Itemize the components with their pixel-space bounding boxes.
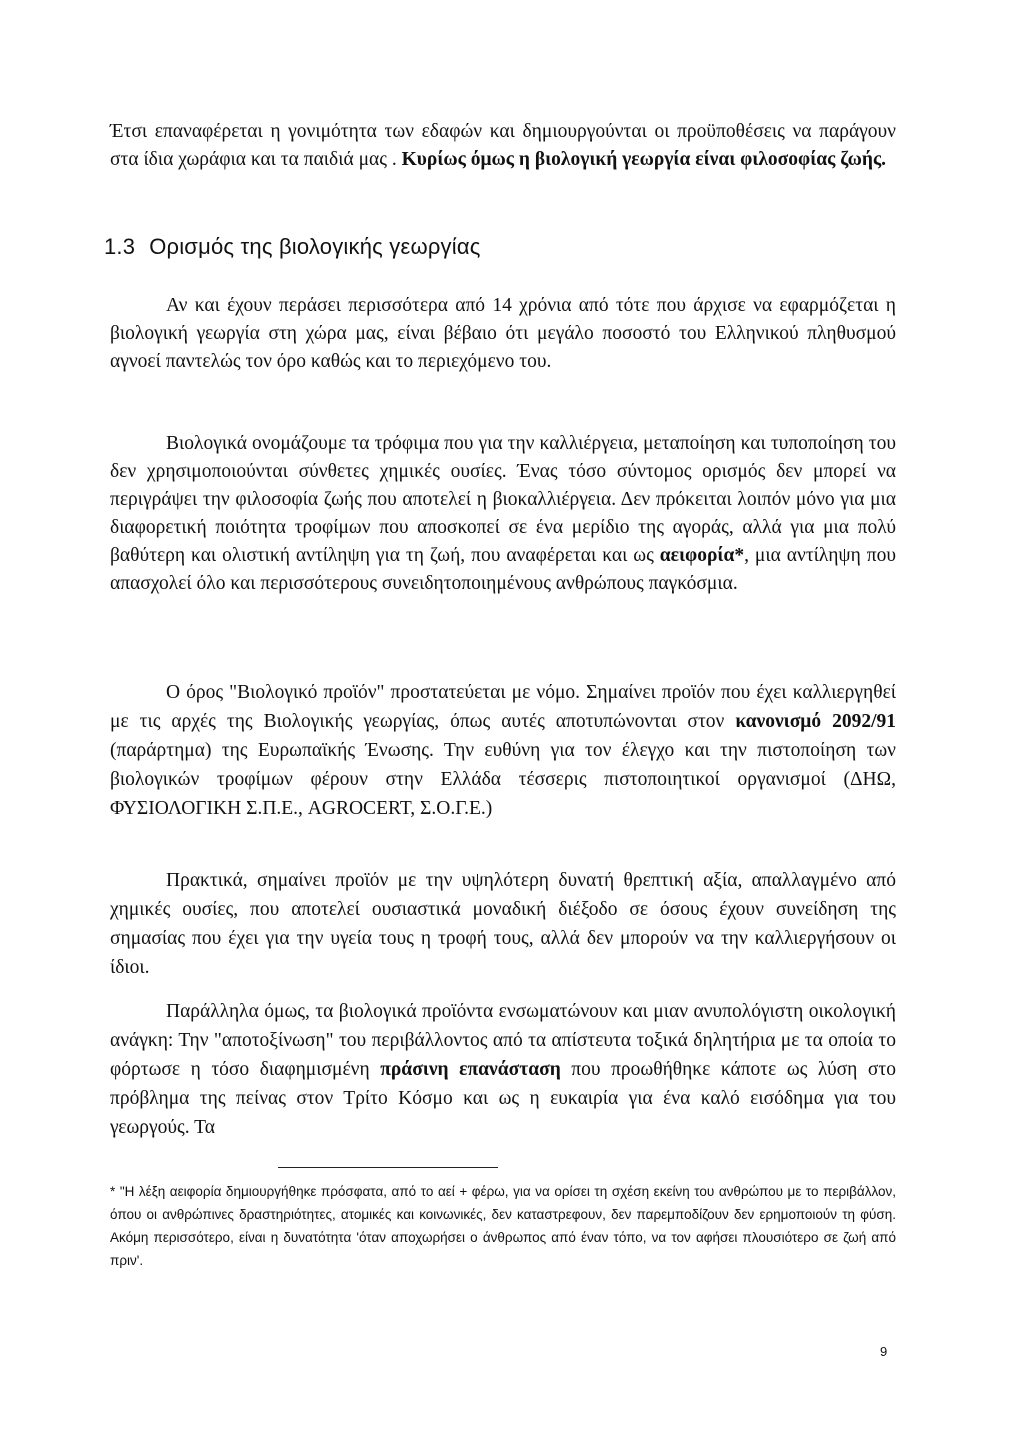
section-number: 1.3 <box>104 234 136 259</box>
aeiforia-term: αειφορία* <box>659 545 745 566</box>
footnote-divider <box>278 1167 498 1168</box>
intro-text: Έτσι επαναφέρεται η γονιμότητα των εδαφών και δημιουργούνται οι προϋποθέσεις να παράγουν στα ίδια χωράφια και τα παιδιά μας . <box>110 121 896 170</box>
intro-paragraph <box>110 118 896 174</box>
paragraph-4: Πρακτικά, σημαίνει προϊόν με την υψηλότερη δυνατή θρεπτική αξία, απαλλαγμένο από χημικές ουσίες, που αποτελεί ουσιαστικά μοναδική διέξοδο σε όσους έχουν συνείδηση της σημασίας που έχει για την υγεία τους η τροφή τους, αλλά δεν μπορούν να την καλλιεργήσουν οι ίδιοι. <box>110 870 896 978</box>
regulation-term: κανονισμό 2092/91 <box>735 711 896 732</box>
paragraph-2-text-b: , μια αντίληψη που απασχολεί όλο και περισσότερους συνειδητοποιημένους ανθρώπους παγκόσμια. <box>110 545 897 594</box>
paragraph-5-text-b: που προωθήθηκε κάποτε ως λύση στο πρόβλημα της πείνας στον Τρίτο Κόσμο και ως η ευκαιρία για ένα καλό εισόδημα για του γεωργούς. Τα <box>110 1059 896 1138</box>
paragraph-3-text-a: Ο όρος "Βιολογικό προϊόν" προστατεύεται με νόμο. Σημαίνει προϊόν που έχει καλλιεργηθεί με τις αρχές της Βιολογικής γεωργίας, όπως αυτές αποτυπώνονται στον <box>110 682 896 732</box>
paragraph-3 <box>110 678 896 823</box>
paragraph-5 <box>110 997 896 1142</box>
paragraph-3-text-b: (παράρτημα) της Ευρωπαϊκής Ένωσης. Την ευθύνη για τον έλεγχο και την πιστοποίηση των βιολογικών τροφίμων φέρουν στην Ελλάδα τέσσερις πιστοποιητικοί οργανισμοί (ΔΗΩ, ΦΥΣΙΟΛΟΓΙΚΗ Σ.Π.Ε., AGROCERT, Σ.Ο.Γ.Ε.) <box>110 740 896 819</box>
intro-bold-text: Κυρίως όμως η βιολογική γεωργία είναι φιλοσοφίας ζωής. <box>401 149 887 170</box>
paragraph-2 <box>110 430 896 598</box>
page-number: 9 <box>880 1344 888 1359</box>
green-revolution-term: πράσινη επανάσταση <box>380 1059 561 1080</box>
section-heading <box>104 234 481 260</box>
paragraph-5-text-a: Παράλληλα όμως, τα βιολογικά προϊόντα ενσωματώνουν και μιαν ανυπολόγιστη οικολογική ανάγκη: Την "αποτοξίνωση" του περιβάλλοντος από τα απίστευτα τοξικά δηλητήρια με τα οποία το φόρτωσε η τόσο διαφημισμένη <box>110 1001 896 1080</box>
paragraph-1: Αν και έχουν περάσει περισσότερα από 14 χρόνια από τότε που άρχισε να εφαρμόζεται η βιολογική γεωργία στη χώρα μας, είναι βέβαιο ότι μεγάλο ποσοστό του Ελληνικού πληθυσμού αγνοεί παντελώς τον όρο καθώς και το περιεχόμενο του. <box>110 295 896 372</box>
footnote: * "Η λέξη αειφορία δημιουργήθηκε πρόσφατα, από το αεί + φέρω, για να ορίσει τη σχέση εκείνη του ανθρώπου με το περιβάλλον, όπου οι ανθρώπινες δραστηριότητες, ατομικές και κοινωνικές, δεν καταστρεφουν, δεν παρεμποδίζουν δεν ερημοποιούν τη φύση. Ακόμη περισσότερο, είναι η δυνατότητα 'όταν αποχωρήσει ο άνθρωπος από έναν τόπο, να τον αφήσει πλουσιότερο σε ζωή από πριν'. <box>110 1184 896 1268</box>
section-title: Ορισμός της βιολογικής γεωργίας <box>149 234 481 259</box>
paragraph-2-text-a: Βιολογικά ονομάζουμε τα τρόφιμα που για την καλλιέργεια, μεταποίηση και τυποποίηση του δεν χρησιμοποιούνται σύνθετες χημικές ουσίες. Ένας τόσο σύντομος ορισμός δεν μπορεί να περιγράψει την φιλοσοφία ζωής που αποτελεί η βιοκαλλιέργεια. Δεν πρόκειται λοιπόν μόνο για μια διαφορετική ποιότητα τροφίμων που αποσκοπεί σε ένα μερίδιο της αγοράς, αλλά για μια πολύ βαθύτερη και ολιστική αντίληψη για τη ζωή, που αναφέρεται και ως <box>110 433 896 566</box>
